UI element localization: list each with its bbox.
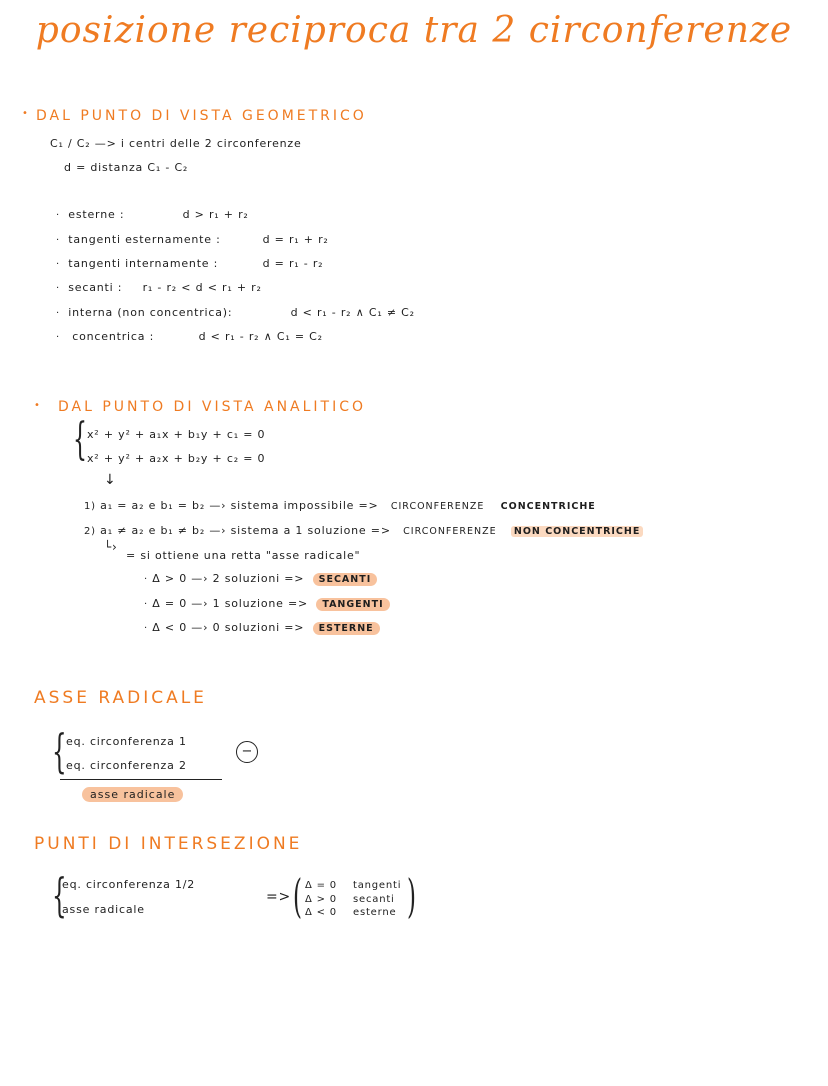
minus-circle-icon: − [236,741,258,763]
analytic-case-1: 1) a₁ = a₂ e b₁ = b₂ —› sistema impossibile => CIRCONFERENZE CONCENTRICHE [84,499,596,512]
left-paren: ( [293,869,303,923]
system-brace: { [73,414,88,465]
punti-eq2: asse radicale [62,903,145,916]
result-secanti: Δ > 0 secanti [305,894,395,905]
list-item: · interna (non concentrica): d < r₁ - r₂ ∧ C₁ ≠ C₂ [56,306,415,319]
asse-eq2: eq. circonferenza 2 [66,759,187,772]
down-arrow-icon: ↓ [104,472,117,488]
centers-line: C₁ / C₂ —> i centri delle 2 circonferenze [50,137,302,150]
punti-brace: { [52,868,68,922]
result-tangenti: Δ = 0 tangenti [305,880,402,891]
list-item: · tangenti esternamente : d = r₁ + r₂ [56,233,329,246]
analytic-case-2: 2) a₁ ≠ a₂ e b₁ ≠ b₂ —› sistema a 1 soluzione => CIRCONFERENZE NON CONCENTRICHE [84,524,643,537]
delta-zero: · Δ = 0 —› 1 soluzione => TANGENTI [144,597,390,610]
asse-brace: { [52,724,68,778]
asse-eq1: eq. circonferenza 1 [66,735,187,748]
sub-arrow-icon: └› [104,540,118,554]
subtraction-line [60,779,222,780]
punti-heading: PUNTI DI INTERSEZIONE [34,834,303,854]
system-eq2: x² + y² + a₂x + b₂y + c₂ = 0 [87,452,266,465]
asse-heading: ASSE RADICALE [34,688,207,708]
list-item: · tangenti internamente : d = r₁ - r₂ [56,257,324,270]
delta-positive: · Δ > 0 —› 2 soluzioni => SECANTI [144,572,377,585]
result-esterne: Δ < 0 esterne [305,907,397,918]
list-item: · concentrica : d < r₁ - r₂ ∧ C₁ = C₂ [56,330,323,343]
asse-radicale-note: = si ottiene una retta "asse radicale" [126,549,361,562]
punti-eq1: eq. circonferenza 1/2 [62,878,196,891]
geometric-heading: DAL PUNTO DI VISTA GEOMETRICO [36,108,367,124]
list-item: · esterne : d > r₁ + r₂ [56,208,249,221]
page-title: posizione reciproca tra 2 circonferenze [35,10,793,51]
right-paren: ) [407,869,417,923]
bullet-dot: • [22,108,29,119]
bullet-dot: • [34,400,41,411]
delta-negative: · Δ < 0 —› 0 soluzioni => ESTERNE [144,621,380,634]
analytic-heading: DAL PUNTO DI VISTA ANALITICO [58,399,367,415]
asse-result-badge: asse radicale [82,787,183,802]
list-item: · secanti : r₁ - r₂ < d < r₁ + r₂ [56,281,262,294]
implies-arrow-icon: => [266,889,292,905]
system-eq1: x² + y² + a₁x + b₁y + c₁ = 0 [87,428,266,441]
distance-line: d = distanza C₁ - C₂ [64,161,189,174]
